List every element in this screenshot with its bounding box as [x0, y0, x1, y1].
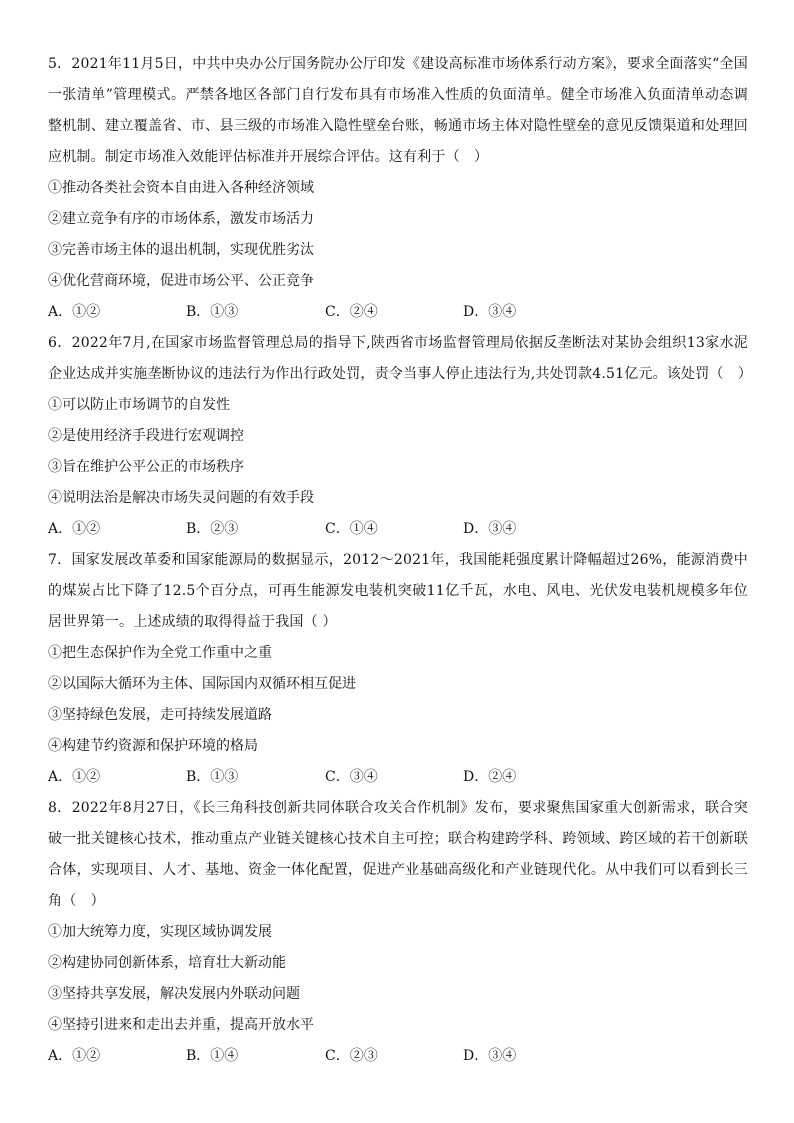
choice-a: A．①② — [48, 304, 101, 320]
statement-option: ④说明法治是解决市场失灵问题的有效手段 — [48, 490, 314, 506]
statement-option: ②以国际大循环为主体、国际国内双循环相互促进 — [48, 676, 356, 692]
question-6 — [48, 328, 753, 545]
choice-d: D．②④ — [463, 769, 517, 785]
question-stem: 5．2021年11月5日，中共中央办公厅国务院办公厅印发《建设高标准市场体系行动方案》，要求全面落实“全国一张清单”管理模式。严禁各地区各部门自行发布具有市场准入性质的负面清单。健全市场准入负面清单动态调整机制、建立覆盖省、市、县三级的市场准入隐性壁垒台账，畅通市场主体对隐性壁垒的意见反馈渠道和处理回应机制。制定市场准入效能评估标准并开展综合评估。这有利于（ ） — [48, 56, 748, 165]
answer-choices — [48, 1041, 748, 1072]
statement-option: ④优化营商环境，促进市场公平、公正竞争 — [48, 273, 314, 289]
question-8 — [48, 793, 748, 1072]
answer-choices — [48, 762, 748, 793]
statement-option: ②建立竞争有序的市场体系，激发市场活力 — [48, 211, 314, 227]
question-stem: 6．2022年7月,在国家市场监督管理总局的指导下,陕西省市场监督管理局依据反垄断法对某协会组织13家水泥企业达成并实施垄断协议的违法行为作出行政处罚，责令当事人停止违法行为,共处罚款4.51亿元。该处罚（ ） — [48, 335, 753, 382]
choice-d: D．③④ — [463, 1048, 517, 1064]
choice-b: B．①③ — [186, 304, 239, 320]
choice-b: B．①④ — [186, 1048, 239, 1064]
statement-option: ①可以防止市场调节的自发性 — [48, 397, 230, 413]
statement-option: ④坚持引进来和走出去并重，提高开放水平 — [48, 1017, 314, 1033]
choice-a: A．①② — [48, 521, 101, 537]
choice-d: D．③④ — [463, 521, 517, 537]
statement-option: ④构建节约资源和保护环境的格局 — [48, 738, 258, 754]
statement-option: ②是使用经济手段进行宏观调控 — [48, 428, 244, 444]
choice-a: A．①② — [48, 1048, 101, 1064]
choice-c: C．③④ — [325, 769, 378, 785]
choice-b: B．②③ — [186, 521, 239, 537]
question-7 — [48, 545, 748, 793]
choice-a: A．①② — [48, 769, 101, 785]
statement-option: ②构建协同创新体系，培育壮大新动能 — [48, 955, 286, 971]
choice-c: C．②④ — [325, 304, 378, 320]
statement-option: ①推动各类社会资本自由进入各种经济领域 — [48, 180, 314, 196]
statement-option: ③坚持绿色发展，走可持续发展道路 — [48, 707, 272, 723]
choice-c: C．①④ — [325, 521, 378, 537]
choice-d: D．③④ — [463, 304, 517, 320]
question-5 — [48, 49, 748, 328]
statement-option: ③旨在维护公平公正的市场秩序 — [48, 459, 244, 475]
answer-choices — [48, 514, 748, 545]
question-stem: 8．2022年8月27日，《长三角科技创新共同体联合攻关合作机制》发布，要求聚焦国家重大创新需求，联合突破一批关键核心技术，推动重点产业链关键核心技术自主可控；联合构建跨学科、跨领域、跨区域的若干创新联合体，实现项目、人才、基地、资金一体化配置，促进产业基础高级化和产业链现代化。从中我们可以看到长三角（ ） — [48, 800, 748, 909]
statement-option: ③完善市场主体的退出机制，实现优胜劣汰 — [48, 242, 314, 258]
statement-option: ①把生态保护作为全党工作重中之重 — [48, 645, 272, 661]
choice-c: C．②③ — [325, 1048, 378, 1064]
statement-option: ③坚持共享发展，解决发展内外联动问题 — [48, 986, 300, 1002]
answer-choices — [48, 297, 748, 328]
statement-option: ①加大统筹力度，实现区域协调发展 — [48, 924, 272, 940]
question-stem: 7．国家发展改革委和国家能源局的数据显示，2012～2021年，我国能耗强度累计降幅超过26%，能源消费中的煤炭占比下降了12.5个百分点，可再生能源发电装机突破11亿千瓦，水电、风电、光伏发电装机规模多年位居世界第一。上述成绩的取得得益于我国（ ） — [48, 552, 748, 630]
choice-b: B．①③ — [186, 769, 239, 785]
